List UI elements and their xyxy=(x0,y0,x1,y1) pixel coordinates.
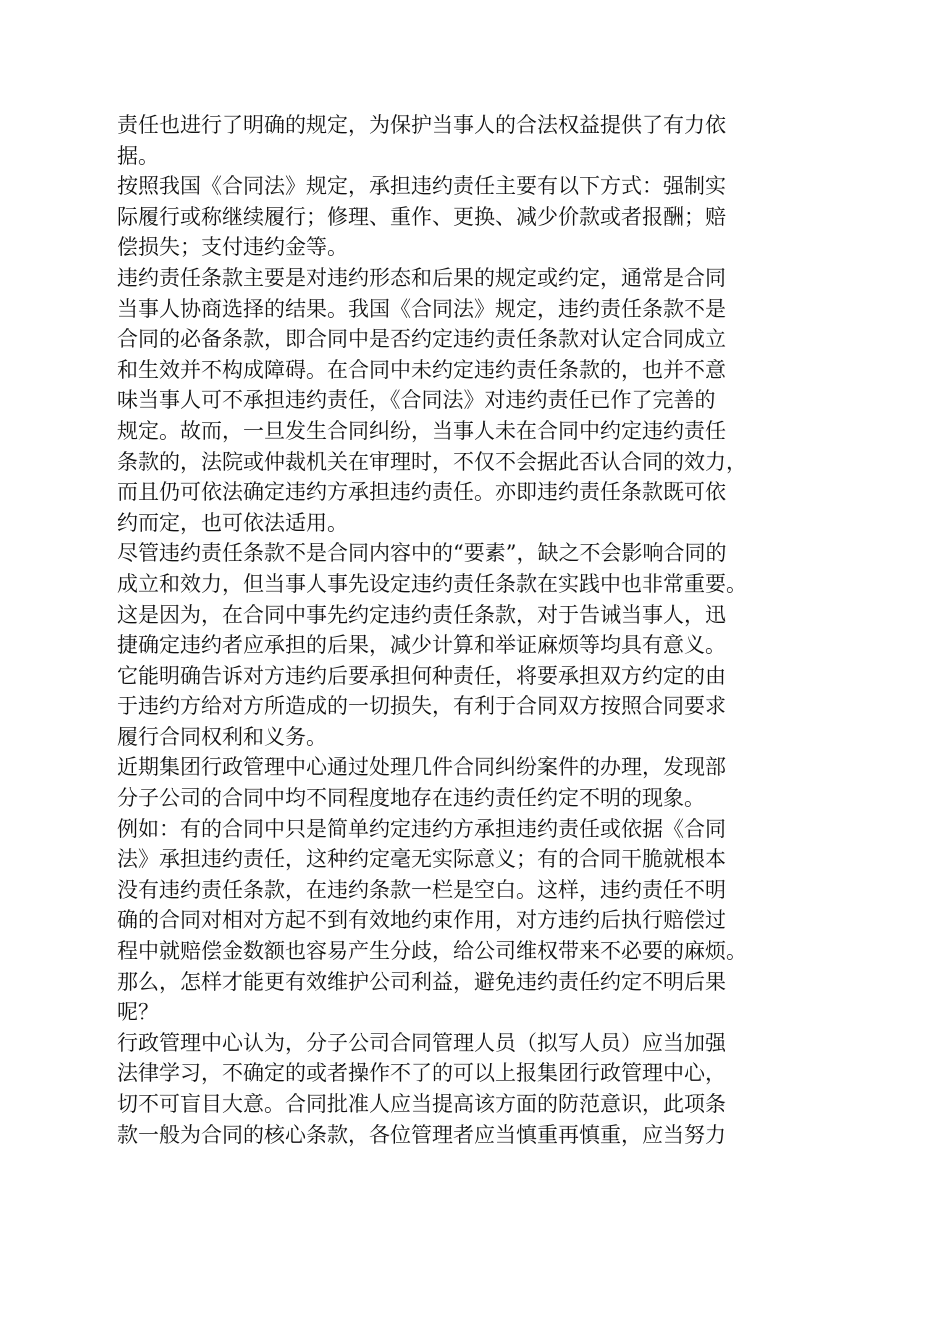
document-body xyxy=(117,110,917,1150)
body-text-line: 款一般为合同的核心条款，各位管理者应当慎重再慎重，应当努力 xyxy=(117,1122,726,1147)
body-text-line: 它能明确告诉对方违约后要承担何种责任，将要承担双方约定的由 xyxy=(117,663,726,688)
body-text-line: 违约责任条款主要是对违约形态和后果的规定或约定，通常是合同 xyxy=(117,265,726,290)
body-text-line: 没有违约责任条款，在违约条款一栏是空白。这样，违约责任不明 xyxy=(117,877,726,902)
body-text-line: 当事人协商选择的结果。我国《合同法》规定，违约责任条款不是 xyxy=(117,296,726,321)
body-text-line: 例如：有的合同中只是简单约定违约方承担违约责任或依据《合同 xyxy=(117,816,726,841)
body-text-line: 呢？ xyxy=(117,1000,159,1025)
body-text-line: 偿损失；支付违约金等。 xyxy=(117,235,348,260)
body-text-line: 际履行或称继续履行；修理、重作、更换、减少价款或者报酬；赔 xyxy=(117,204,726,229)
body-text-line: 捷确定违约者应承担的后果，减少计算和举证麻烦等均具有意义。 xyxy=(117,633,726,658)
body-text-line: 成立和效力，但当事人事先设定违约责任条款在实践中也非常重要。 xyxy=(117,571,747,596)
body-text-line: 尽管违约责任条款不是合同内容中的“要素”，缺之不会影响合同的 xyxy=(117,541,727,566)
body-text-line: 而且仍可依法确定违约方承担违约责任。亦即违约责任条款既可依 xyxy=(117,480,726,505)
body-text-line: 切不可盲目大意。合同批准人应当提高该方面的防范意识，此项条 xyxy=(117,1092,726,1116)
body-text-line: 履行合同权利和义务。 xyxy=(117,724,327,749)
body-text-line: 据。 xyxy=(117,143,159,168)
body-text-line: 条款的，法院或仲裁机关在审理时，不仅不会据此否认合同的效力， xyxy=(117,449,747,474)
body-text-line: 那么，怎样才能更有效维护公司利益，避免违约责任约定不明后果 xyxy=(117,969,726,994)
body-text-line: 于违约方给对方所造成的一切损失，有利于合同双方按照合同要求 xyxy=(117,694,726,719)
body-text-line: 确的合同对相对方起不到有效地约束作用，对方违约后执行赔偿过 xyxy=(117,908,726,933)
body-text-line: 分子公司的合同中均不同程度地存在违约责任约定不明的现象。 xyxy=(117,786,705,811)
body-text-line: 这是因为，在合同中事先约定违约责任条款，对于告诫当事人，迅 xyxy=(117,602,726,627)
body-text-line: 法》承担违约责任，这种约定毫无实际意义；有的合同干脆就根本 xyxy=(117,847,726,872)
body-text-line: 行政管理中心认为，分子公司合同管理人员（拟写人员）应当加强 xyxy=(117,1030,726,1055)
body-text-line: 味当事人可不承担违约责任，《合同法》对违约责任已作了完善的 xyxy=(117,388,716,413)
body-text-line: 责任也进行了明确的规定，为保护当事人的合法权益提供了有力依 xyxy=(117,113,726,137)
body-text-line: 按照我国《合同法》规定，承担违约责任主要有以下方式：强制实 xyxy=(117,174,726,199)
body-text-line: 程中就赔偿金数额也容易产生分歧，给公司维权带来不必要的麻烦。 xyxy=(117,939,747,964)
body-text-line: 合同的必备条款，即合同中是否约定违约责任条款对认定合同成立 xyxy=(117,327,726,352)
body-text-line: 法律学习，不确定的或者操作不了的可以上报集团行政管理中心， xyxy=(117,1061,726,1086)
body-text-line: 和生效并不构成障碍。在合同中未约定违约责任条款的，也并不意 xyxy=(117,357,726,382)
body-text-line: 规定。故而，一旦发生合同纠纷，当事人未在合同中约定违约责任 xyxy=(117,418,726,443)
body-text-line: 近期集团行政管理中心通过处理几件合同纠纷案件的办理，发现部 xyxy=(117,755,726,780)
body-text-line: 约而定，也可依法适用。 xyxy=(117,510,348,535)
